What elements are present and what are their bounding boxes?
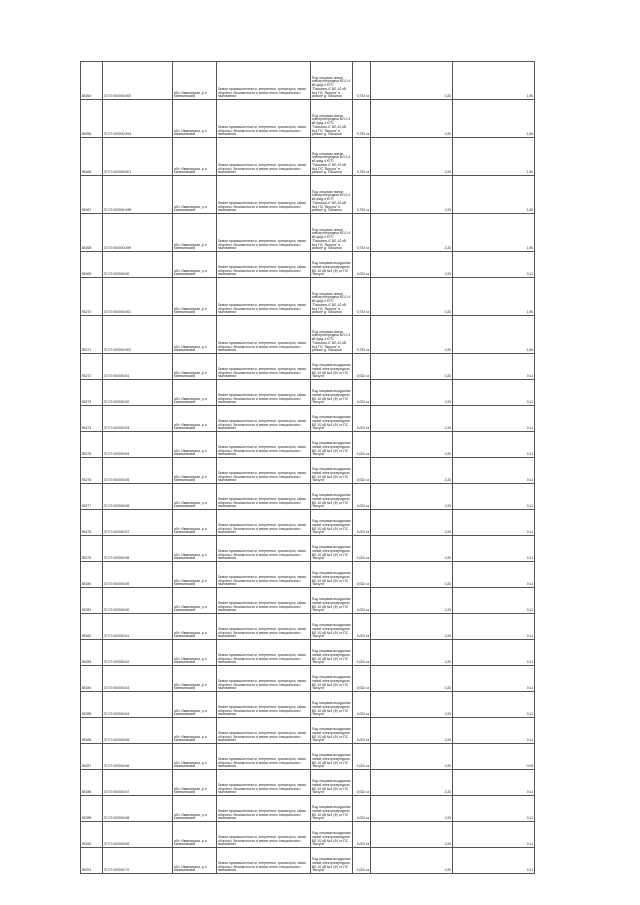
value-1-cell: 0,20 bbox=[371, 176, 453, 214]
land-category-cell: Земли промышленности, энергетики, транспорта, связи обороны, безопасности и земли иного специального назначения bbox=[217, 100, 311, 138]
cadastral-number-cell: 37:07:000000:52 bbox=[103, 380, 173, 406]
area-cell: 0,752 га bbox=[353, 100, 371, 138]
value-2-cell: 0,11 bbox=[453, 562, 535, 588]
area-cell: 0,002 га bbox=[353, 484, 371, 510]
table-row bbox=[81, 100, 535, 138]
value-1-cell: 0,20 bbox=[371, 536, 453, 562]
area-unit: га bbox=[365, 132, 370, 137]
value-1-cell: 0,20 bbox=[371, 484, 453, 510]
land-category-cell: Земли промышленности, энергетики, транспорта, связи обороны, безопасности и земли иного специального назначения bbox=[217, 822, 311, 848]
area-cell: 0,002 га bbox=[353, 432, 371, 458]
value-1-cell: 0,20 bbox=[371, 822, 453, 848]
area-cell: 0,752 га bbox=[353, 176, 371, 214]
table-row bbox=[81, 666, 535, 692]
description-cell: Под опорами воздушных линий электропередачи ВЛ-10 кВ №4 (Ф) от ПС "Вичуга" bbox=[311, 588, 353, 614]
value-2-cell: 0,11 bbox=[453, 380, 535, 406]
row-id-cell: 55279 bbox=[81, 536, 103, 562]
cadastral-number-cell: 37:07:000000:58 bbox=[103, 536, 173, 562]
table-row bbox=[81, 848, 535, 874]
land-category-cell: Земли промышленности, энергетики, транспорта, связи обороны, безопасности и земли иного специального назначения bbox=[217, 432, 311, 458]
description-cell: Под опорами линии электропередачи ВЛ-0,4 кВ фид.4 КТП "Пасынки-4" ВЛ-10 кВ №4 ПС "Вичуга" в районе д. Пасынки bbox=[311, 214, 353, 252]
cadastral-number-cell: 37:07:000000:59 bbox=[103, 562, 173, 588]
row-id-cell: 55282 bbox=[81, 614, 103, 640]
area-cell: 0,752 га bbox=[353, 214, 371, 252]
land-category-cell: Земли промышленности, энергетики, транспорта, связи обороны, безопасности и земли иного специального назначения bbox=[217, 796, 311, 822]
value-1-cell: 0,20 bbox=[371, 432, 453, 458]
cadastral-number-cell: 37:07:000000:63 bbox=[103, 666, 173, 692]
cadastral-number-cell: 37:07:000000:54 bbox=[103, 432, 173, 458]
row-id-cell: 55275 bbox=[81, 432, 103, 458]
address-cell: обл. Ивановская, р-н Кинешемский bbox=[173, 62, 217, 100]
address-cell: обл. Ивановская, р-н Кинешемский bbox=[173, 848, 217, 874]
land-category-cell: Земли промышленности, энергетики, транспорта, связи обороны, безопасности и земли иного специального назначения bbox=[217, 848, 311, 874]
area-cell: 0,002 га bbox=[353, 744, 371, 770]
address-cell: обл. Ивановская, р-н Кинешемский bbox=[173, 692, 217, 718]
land-category-cell: Земли промышленности, энергетики, транспорта, связи обороны, безопасности и земли иного специального назначения bbox=[217, 562, 311, 588]
value-1-cell: 0,20 bbox=[371, 316, 453, 354]
address-cell: обл. Ивановская, р-н Кинешемский bbox=[173, 536, 217, 562]
row-id-cell: 55270 bbox=[81, 278, 103, 316]
row-id-cell: 55288 bbox=[81, 770, 103, 796]
cadastral-number-cell: 37:07:000000:69 bbox=[103, 822, 173, 848]
land-category-cell: Земли промышленности, энергетики, транспорта, связи обороны, безопасности и земли иного специального назначения bbox=[217, 536, 311, 562]
description-cell: Под опорами воздушных линий электропередачи ВЛ-10 кВ №4 (Ф) от ПС "Вичуга" bbox=[311, 692, 353, 718]
cadastral-number-cell: 37:07:000000:51 bbox=[103, 354, 173, 380]
row-id-cell: 55273 bbox=[81, 380, 103, 406]
table-row bbox=[81, 380, 535, 406]
value-1-cell: 0,20 bbox=[371, 380, 453, 406]
row-id-cell: 55286 bbox=[81, 718, 103, 744]
area-unit: га bbox=[365, 712, 370, 717]
value-2-cell: 0,11 bbox=[453, 510, 535, 536]
value-2-cell: 0,11 bbox=[453, 848, 535, 874]
area-unit: га bbox=[365, 634, 370, 639]
area-unit: га bbox=[365, 310, 370, 315]
table-row bbox=[81, 458, 535, 484]
value-1-cell: 0,20 bbox=[371, 744, 453, 770]
value-2-cell: 0,11 bbox=[453, 692, 535, 718]
table-row bbox=[81, 432, 535, 458]
address-cell: обл. Ивановская, р-н Кинешемский bbox=[173, 484, 217, 510]
address-cell: обл. Ивановская, р-н Кинешемский bbox=[173, 562, 217, 588]
value-2-cell: 0,11 bbox=[453, 458, 535, 484]
cadastral-number-cell: 37:07:000000:57 bbox=[103, 510, 173, 536]
area-unit: га bbox=[365, 478, 370, 483]
address-cell: обл. Ивановская, р-н Кинешемский bbox=[173, 278, 217, 316]
area-cell: 0,002 га bbox=[353, 640, 371, 666]
row-id-cell: 55267 bbox=[81, 176, 103, 214]
area-unit: га bbox=[365, 400, 370, 405]
value-1-cell: 2,20 bbox=[371, 588, 453, 614]
value-1-cell: 0,20 bbox=[371, 138, 453, 176]
value-1-cell: 2,20 bbox=[371, 770, 453, 796]
table-row bbox=[81, 214, 535, 252]
cadastral-number-cell: 37:07:000000:65 bbox=[103, 718, 173, 744]
description-cell: Под опорами воздушных линий электропередачи ВЛ-10 кВ №4 (Ф) от ПС "Вичуга" bbox=[311, 848, 353, 874]
value-2-cell: 0,05 bbox=[453, 744, 535, 770]
cadastral-number-cell: 37:07:000000:66 bbox=[103, 744, 173, 770]
description-cell: Под опорами воздушных линий электропередачи ВЛ-10 кВ №4 (Ф) от ПС "Вичуга" bbox=[311, 614, 353, 640]
value-2-cell: 1,50 bbox=[453, 62, 535, 100]
description-cell: Под опорами воздушных линий электропередачи ВЛ-10 кВ №4 (Ф) от ПС "Вичуга" bbox=[311, 510, 353, 536]
value-2-cell: 0,11 bbox=[453, 796, 535, 822]
area-unit: га bbox=[365, 556, 370, 561]
address-cell: обл. Ивановская, р-н Кинешемский bbox=[173, 510, 217, 536]
address-cell: обл. Ивановская, р-н Кинешемский bbox=[173, 432, 217, 458]
value-2-cell: 0,11 bbox=[453, 484, 535, 510]
land-category-cell: Земли промышленности, энергетики, транспорта, связи обороны, безопасности и земли иного специального назначения bbox=[217, 458, 311, 484]
cadastral-number-cell: 37:07:000000:68 bbox=[103, 796, 173, 822]
value-2-cell: 1,50 bbox=[453, 176, 535, 214]
row-id-cell: 55274 bbox=[81, 406, 103, 432]
area-cell: 0,002 га bbox=[353, 458, 371, 484]
address-cell: обл. Ивановская, р-н Кинешемский bbox=[173, 316, 217, 354]
area-cell: 0,002 га bbox=[353, 796, 371, 822]
table-row bbox=[81, 770, 535, 796]
description-cell: Под опорами воздушных линий электропередачи ВЛ-10 кВ №4 (Ф) от ПС "Вичуга" bbox=[311, 406, 353, 432]
description-cell: Под опорами воздушных линий электропередачи ВЛ-10 кВ №4 (Ф) от ПС "Вичуга" bbox=[311, 718, 353, 744]
table-row bbox=[81, 692, 535, 718]
value-1-cell: 2,20 bbox=[371, 214, 453, 252]
value-1-cell: 0,20 bbox=[371, 692, 453, 718]
table-row bbox=[81, 640, 535, 666]
value-1-cell: 0,20 bbox=[371, 100, 453, 138]
row-id-cell: 55285 bbox=[81, 692, 103, 718]
table-row bbox=[81, 252, 535, 278]
land-category-cell: Земли промышленности, энергетики, транспорта, связи обороны, безопасности и земли иного специального назначения bbox=[217, 214, 311, 252]
row-id-cell: 55277 bbox=[81, 484, 103, 510]
cadastral-number-cell: 37:07:000000:502 bbox=[103, 316, 173, 354]
value-1-cell: 2,20 bbox=[371, 640, 453, 666]
value-1-cell: 0,20 bbox=[371, 510, 453, 536]
address-cell: обл. Ивановская, р-н Кинешемский bbox=[173, 770, 217, 796]
land-category-cell: Земли промышленности, энергетики, транспорта, связи обороны, безопасности и земли иного специального назначения bbox=[217, 666, 311, 692]
land-category-cell: Земли промышленности, энергетики, транспорта, связи обороны, безопасности и земли иного специального назначения bbox=[217, 692, 311, 718]
row-id-cell: 55266 bbox=[81, 138, 103, 176]
description-cell: Под опорами воздушных линий электропередачи ВЛ-10 кВ №4 (Ф) от ПС "Вичуга" bbox=[311, 536, 353, 562]
land-plots-table bbox=[80, 61, 535, 874]
description-cell: Под опорами воздушных линий электропередачи ВЛ-10 кВ №4 (Ф) от ПС "Вичуга" bbox=[311, 432, 353, 458]
area-cell: 0,002 га bbox=[353, 666, 371, 692]
description-cell: Под опорами воздушных линий электропередачи ВЛ-10 кВ №4 (Ф) от ПС "Вичуга" bbox=[311, 822, 353, 848]
area-unit: га bbox=[365, 868, 370, 873]
value-1-cell: 0,20 bbox=[371, 278, 453, 316]
row-id-cell: 55271 bbox=[81, 316, 103, 354]
value-2-cell: 0,11 bbox=[453, 770, 535, 796]
land-category-cell: Земли промышленности, энергетики, транспорта, связи обороны, безопасности и земли иного специального назначения bbox=[217, 278, 311, 316]
address-cell: обл. Ивановская, р-н Кинешемский bbox=[173, 380, 217, 406]
cadastral-number-cell: 37:07:000000:53 bbox=[103, 406, 173, 432]
description-cell: Под опорами линии электропередачи ВЛ-0,4 кВ фид.4 КТП "Пасынки-4" ВЛ-10 кВ №4 ПС "Вичуга" в районе д. Пасынки bbox=[311, 100, 353, 138]
cadastral-number-cell: 37:07:000000:500 bbox=[103, 62, 173, 100]
address-cell: обл. Ивановская, р-н Кинешемский bbox=[173, 252, 217, 278]
area-cell: 0,752 га bbox=[353, 278, 371, 316]
table-row bbox=[81, 536, 535, 562]
description-cell: Под опорами воздушных линий электропередачи ВЛ-10 кВ №4 (Ф) от ПС "Вичуга" bbox=[311, 744, 353, 770]
row-id-cell: 55290 bbox=[81, 822, 103, 848]
row-id-cell: 55289 bbox=[81, 796, 103, 822]
land-category-cell: Земли промышленности, энергетики, транспорта, связи обороны, безопасности и земли иного специального назначения bbox=[217, 62, 311, 100]
cadastral-number-cell: 37:07:000000:499 bbox=[103, 214, 173, 252]
area-unit: га bbox=[365, 504, 370, 509]
area-unit: га bbox=[365, 246, 370, 251]
value-1-cell: 0,20 bbox=[371, 796, 453, 822]
description-cell: Под опорами воздушных линий электропередачи ВЛ-10 кВ №4 (Ф) от ПС "Вичуга" bbox=[311, 380, 353, 406]
area-cell: 0,002 га bbox=[353, 588, 371, 614]
value-1-cell: 0,20 bbox=[371, 848, 453, 874]
row-id-cell: 55268 bbox=[81, 214, 103, 252]
area-unit: га bbox=[365, 582, 370, 587]
value-1-cell: 2,20 bbox=[371, 458, 453, 484]
value-2-cell: 0,11 bbox=[453, 588, 535, 614]
area-unit: га bbox=[365, 608, 370, 613]
row-id-cell: 55281 bbox=[81, 588, 103, 614]
address-cell: обл. Ивановская, р-н Кинешемский bbox=[173, 666, 217, 692]
description-cell: Под опорами воздушных линий электропередачи ВЛ-10 кВ №4 (Ф) от ПС "Вичуга" bbox=[311, 666, 353, 692]
row-id-cell: 55269 bbox=[81, 252, 103, 278]
description-cell: Под опорами линии электропередачи ВЛ-0,4 кВ фид.4 КТП "Пасынки-4" ВЛ-10 кВ №4 ПС "Вичуга" в районе д. Пасынки bbox=[311, 138, 353, 176]
area-unit: га bbox=[365, 94, 370, 99]
area-cell: 0,002 га bbox=[353, 380, 371, 406]
value-2-cell: 0,11 bbox=[453, 718, 535, 744]
row-id-cell: 55287 bbox=[81, 744, 103, 770]
area-cell: 0,002 га bbox=[353, 510, 371, 536]
area-unit: га bbox=[365, 374, 370, 379]
address-cell: обл. Ивановская, р-н Кинешемский bbox=[173, 796, 217, 822]
cadastral-number-cell: 37:07:000000:498 bbox=[103, 176, 173, 214]
cadastral-number-cell: 37:07:000000:494 bbox=[103, 100, 173, 138]
cadastral-number-cell: 37:07:000000:50 bbox=[103, 252, 173, 278]
area-cell: 0,002 га bbox=[353, 562, 371, 588]
land-category-cell: Земли промышленности, энергетики, транспорта, связи обороны, безопасности и земли иного специального назначения bbox=[217, 354, 311, 380]
address-cell: обл. Ивановская, р-н Кинешемский bbox=[173, 100, 217, 138]
value-2-cell: 1,50 bbox=[453, 214, 535, 252]
table-row bbox=[81, 138, 535, 176]
row-id-cell: 55284 bbox=[81, 666, 103, 692]
area-cell: 0,002 га bbox=[353, 718, 371, 744]
description-cell: Под опорами линии электропередачи ВЛ-0,4 кВ фид.4 КТП "Пасынки-4" ВЛ-10 кВ №4 ПС "Вичуга" в районе д. Пасынки bbox=[311, 62, 353, 100]
area-unit: га bbox=[365, 686, 370, 691]
address-cell: обл. Ивановская, р-н Кинешемский bbox=[173, 822, 217, 848]
area-cell: 0,002 га bbox=[353, 770, 371, 796]
address-cell: обл. Ивановская, р-н Кинешемский bbox=[173, 640, 217, 666]
description-cell: Под опорами воздушных линий электропередачи ВЛ-10 кВ №4 (Ф) от ПС "Вичуга" bbox=[311, 796, 353, 822]
area-cell: 0,752 га bbox=[353, 316, 371, 354]
cadastral-number-cell: 37:07:000000:60 bbox=[103, 588, 173, 614]
area-cell: 0,002 га bbox=[353, 692, 371, 718]
land-category-cell: Земли промышленности, энергетики, транспорта, связи обороны, безопасности и земли иного специального назначения bbox=[217, 484, 311, 510]
area-unit: га bbox=[365, 348, 370, 353]
area-unit: га bbox=[365, 530, 370, 535]
value-1-cell: 0,20 bbox=[371, 252, 453, 278]
table-row bbox=[81, 744, 535, 770]
description-cell: Под опорами линии электропередачи ВЛ-0,4 кВ фид.4 КТП "Пасынки-4" ВЛ-10 кВ №4 ПС "Вичуга" в районе д. Пасынки bbox=[311, 176, 353, 214]
value-2-cell: 0,11 bbox=[453, 354, 535, 380]
land-category-cell: Земли промышленности, энергетики, транспорта, связи обороны, безопасности и земли иного специального назначения bbox=[217, 316, 311, 354]
table-row bbox=[81, 562, 535, 588]
cadastral-number-cell: 37:07:000000:55 bbox=[103, 458, 173, 484]
land-category-cell: Земли промышленности, энергетики, транспорта, связи обороны, безопасности и земли иного специального назначения bbox=[217, 406, 311, 432]
row-id-cell: 55278 bbox=[81, 510, 103, 536]
address-cell: обл. Ивановская, р-н Кинешемский bbox=[173, 176, 217, 214]
value-2-cell: 0,11 bbox=[453, 406, 535, 432]
row-id-cell: 55280 bbox=[81, 562, 103, 588]
table-row bbox=[81, 316, 535, 354]
land-category-cell: Земли промышленности, энергетики, транспорта, связи обороны, безопасности и земли иного специального назначения bbox=[217, 176, 311, 214]
address-cell: обл. Ивановская, р-н Кинешемский bbox=[173, 614, 217, 640]
area-unit: га bbox=[365, 816, 370, 821]
table-row bbox=[81, 62, 535, 100]
area-unit: га bbox=[365, 660, 370, 665]
area-cell: 0,002 га bbox=[353, 536, 371, 562]
value-1-cell: 0,20 bbox=[371, 62, 453, 100]
value-2-cell: 0,11 bbox=[453, 432, 535, 458]
land-category-cell: Земли промышленности, энергетики, транспорта, связи обороны, безопасности и земли иного специального назначения bbox=[217, 640, 311, 666]
value-1-cell: 0,20 bbox=[371, 666, 453, 692]
value-2-cell: 0,11 bbox=[453, 640, 535, 666]
table-row bbox=[81, 354, 535, 380]
table-row bbox=[81, 176, 535, 214]
area-cell: 0,002 га bbox=[353, 406, 371, 432]
table-row bbox=[81, 614, 535, 640]
land-category-cell: Земли промышленности, энергетики, транспорта, связи обороны, безопасности и земли иного специального назначения bbox=[217, 770, 311, 796]
value-1-cell: 2,20 bbox=[371, 406, 453, 432]
description-cell: Под опорами линии электропередачи ВЛ-0,4 кВ фид.4 КТП "Пасынки-4" ВЛ-10 кВ №4 ПС "Вичуга" в районе д. Пасынки bbox=[311, 278, 353, 316]
cadastral-number-cell: 37:07:000000:64 bbox=[103, 692, 173, 718]
area-cell: 0,752 га bbox=[353, 138, 371, 176]
address-cell: обл. Ивановская, р-н Кинешемский bbox=[173, 214, 217, 252]
table-row bbox=[81, 822, 535, 848]
value-1-cell: 0,20 bbox=[371, 354, 453, 380]
area-cell: 0,002 га bbox=[353, 614, 371, 640]
value-1-cell: 0,20 bbox=[371, 718, 453, 744]
land-category-cell: Земли промышленности, энергетики, транспорта, связи обороны, безопасности и земли иного специального назначения bbox=[217, 138, 311, 176]
area-unit: га bbox=[365, 842, 370, 847]
value-2-cell: 0,11 bbox=[453, 822, 535, 848]
area-cell: 0,002 га bbox=[353, 848, 371, 874]
area-unit: га bbox=[365, 208, 370, 213]
address-cell: обл. Ивановская, р-н Кинешемский bbox=[173, 138, 217, 176]
land-category-cell: Земли промышленности, энергетики, транспорта, связи обороны, безопасности и земли иного специального назначения bbox=[217, 510, 311, 536]
row-id-cell: 55265 bbox=[81, 100, 103, 138]
cadastral-number-cell: 37:07:000000:67 bbox=[103, 770, 173, 796]
address-cell: обл. Ивановская, р-н Кинешемский bbox=[173, 718, 217, 744]
area-unit: га bbox=[365, 764, 370, 769]
area-cell: 0,752 га bbox=[353, 62, 371, 100]
land-category-cell: Земли промышленности, энергетики, транспорта, связи обороны, безопасности и земли иного специального назначения bbox=[217, 614, 311, 640]
table-row bbox=[81, 484, 535, 510]
area-unit: га bbox=[365, 790, 370, 795]
cadastral-number-cell: 37:07:000000:501 bbox=[103, 138, 173, 176]
description-cell: Под опорами воздушных линий электропередачи ВЛ-10 кВ №4 (Ф) от ПС "Вичуга" bbox=[311, 458, 353, 484]
table-row bbox=[81, 796, 535, 822]
area-unit: га bbox=[365, 452, 370, 457]
land-category-cell: Земли промышленности, энергетики, транспорта, связи обороны, безопасности и земли иного специального назначения bbox=[217, 718, 311, 744]
table-row bbox=[81, 588, 535, 614]
row-id-cell: 55272 bbox=[81, 354, 103, 380]
description-cell: Под опорами воздушных линий электропередачи ВЛ-10 кВ №4 (Ф) от ПС "Вичуга" bbox=[311, 562, 353, 588]
table-row bbox=[81, 718, 535, 744]
land-category-cell: Земли промышленности, энергетики, транспорта, связи обороны, безопасности и земли иного специального назначения bbox=[217, 588, 311, 614]
address-cell: обл. Ивановская, р-н Кинешемский bbox=[173, 354, 217, 380]
description-cell: Под опорами воздушных линий электропередачи ВЛ-10 кВ №4 (Ф) от ПС "Вичуга" bbox=[311, 770, 353, 796]
value-2-cell: 0,11 bbox=[453, 252, 535, 278]
cadastral-number-cell: 37:07:000000:70 bbox=[103, 848, 173, 874]
land-category-cell: Земли промышленности, энергетики, транспорта, связи обороны, безопасности и земли иного специального назначения bbox=[217, 744, 311, 770]
cadastral-number-cell: 37:07:000000:56 bbox=[103, 484, 173, 510]
table-row bbox=[81, 510, 535, 536]
address-cell: обл. Ивановская, р-н Кинешемский bbox=[173, 458, 217, 484]
description-cell: Под опорами воздушных линий электропередачи ВЛ-10 кВ №4 (Ф) от ПС "Вичуга" bbox=[311, 484, 353, 510]
table-body bbox=[81, 62, 535, 874]
value-2-cell: 0,11 bbox=[453, 536, 535, 562]
description-cell: Под опорами воздушных линий электропередачи ВЛ-10 кВ №4 (Ф) от ПС "Вичуга" bbox=[311, 252, 353, 278]
land-category-cell: Земли промышленности, энергетики, транспорта, связи обороны, безопасности и земли иного специального назначения bbox=[217, 380, 311, 406]
row-id-cell: 55283 bbox=[81, 640, 103, 666]
area-cell: 0,002 га bbox=[353, 822, 371, 848]
area-cell: 0,002 га bbox=[353, 354, 371, 380]
land-category-cell: Земли промышленности, энергетики, транспорта, связи обороны, безопасности и земли иного специального назначения bbox=[217, 252, 311, 278]
cadastral-number-cell: 37:07:000000:62 bbox=[103, 640, 173, 666]
description-cell: Под опорами воздушных линий электропередачи ВЛ-10 кВ №4 (Ф) от ПС "Вичуга" bbox=[311, 354, 353, 380]
cadastral-number-cell: 37:07:000000:61 bbox=[103, 614, 173, 640]
description-cell: Под опорами воздушных линий электропередачи ВЛ-10 кВ №4 (Ф) от ПС "Вичуга" bbox=[311, 640, 353, 666]
value-2-cell: 0,11 bbox=[453, 614, 535, 640]
table-row bbox=[81, 406, 535, 432]
row-id-cell: 55276 bbox=[81, 458, 103, 484]
description-cell: Под опорами линии электропередачи ВЛ-0,4 кВ фид.4 КТП "Пасынки-4" ВЛ-10 кВ №4 ПС "Вичуга" в районе д. Пасынки bbox=[311, 316, 353, 354]
area-unit: га bbox=[365, 738, 370, 743]
value-2-cell: 1,50 bbox=[453, 100, 535, 138]
row-id-cell: 55291 bbox=[81, 848, 103, 874]
area-unit: га bbox=[365, 170, 370, 175]
value-1-cell: 0,20 bbox=[371, 562, 453, 588]
area-unit: га bbox=[365, 426, 370, 431]
value-1-cell: 0,20 bbox=[371, 614, 453, 640]
row-id-cell: 55264 bbox=[81, 62, 103, 100]
table-row bbox=[81, 278, 535, 316]
value-2-cell: 1,50 bbox=[453, 138, 535, 176]
value-2-cell: 1,50 bbox=[453, 278, 535, 316]
address-cell: обл. Ивановская, р-н Кинешемский bbox=[173, 744, 217, 770]
area-cell: 0,002 га bbox=[353, 252, 371, 278]
address-cell: обл. Ивановская, р-н Кинешемский bbox=[173, 588, 217, 614]
area-unit: га bbox=[365, 272, 370, 277]
cadastral-number-cell: 37:07:000000:501 bbox=[103, 278, 173, 316]
value-2-cell: 0,11 bbox=[453, 666, 535, 692]
value-2-cell: 1,50 bbox=[453, 316, 535, 354]
address-cell: обл. Ивановская, р-н Кинешемский bbox=[173, 406, 217, 432]
